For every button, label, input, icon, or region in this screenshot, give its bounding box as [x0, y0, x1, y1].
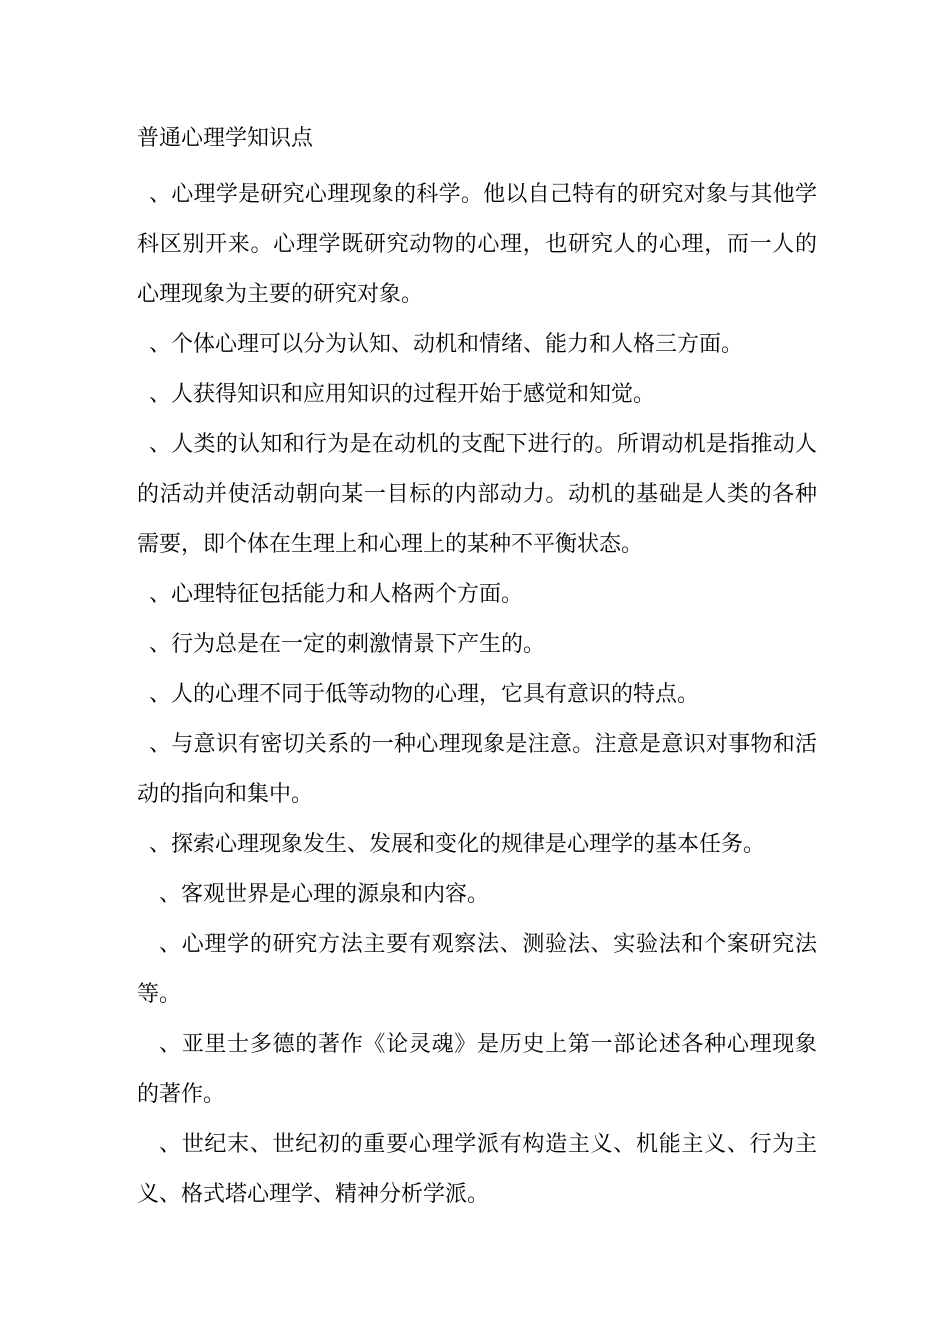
paragraph-11: 、心理学的研究方法主要有观察法、测验法、实验法和个案研究法等。 [137, 932, 817, 1007]
paragraph-13: 、世纪末、世纪初的重要心理学派有构造主义、机能主义、行为主义、格式塔心理学、精神分析学派。 [137, 1132, 817, 1207]
paragraph-3: 、人获得知识和应用知识的过程开始于感觉和知觉。 [149, 382, 656, 407]
paragraph-9: 、探索心理现象发生、发展和变化的规律是心理学的基本任务。 [149, 832, 766, 857]
paragraph-12: 、亚里士多德的著作《论灵魂》是历史上第一部论述各种心理现象的著作。 [137, 1032, 817, 1107]
paragraph-7: 、人的心理不同于低等动物的心理，它具有意识的特点。 [149, 682, 700, 707]
paragraph-8: 、与意识有密切关系的一种心理现象是注意。注意是意识对事物和活动的指向和集中。 [137, 732, 817, 807]
paragraph-5: 、心理特征包括能力和人格两个方面。 [149, 582, 524, 607]
document-title: 普通心理学知识点 [137, 126, 314, 151]
paragraph-4: 、人类的认知和行为是在动机的支配下进行的。所谓动机是指推动人的活动并使活动朝向某一目标的内部动力。动机的基础是人类的各种需要，即个体在生理上和心理上的某种不平衡状态。 [137, 432, 817, 557]
paragraph-6: 、行为总是在一定的刺激情景下产生的。 [149, 632, 546, 657]
paragraph-1: 、心理学是研究心理现象的科学。他以自己特有的研究对象与其他学科区别开来。心理学既研究动物的心理，也研究人的心理，而一人的心理现象为主要的研究对象。 [137, 182, 817, 307]
paragraph-2: 、个体心理可以分为认知、动机和情绪、能力和人格三方面。 [149, 332, 744, 357]
document-page [137, 120, 817, 1220]
paragraph-10: 、客观世界是心理的源泉和内容。 [159, 882, 490, 907]
